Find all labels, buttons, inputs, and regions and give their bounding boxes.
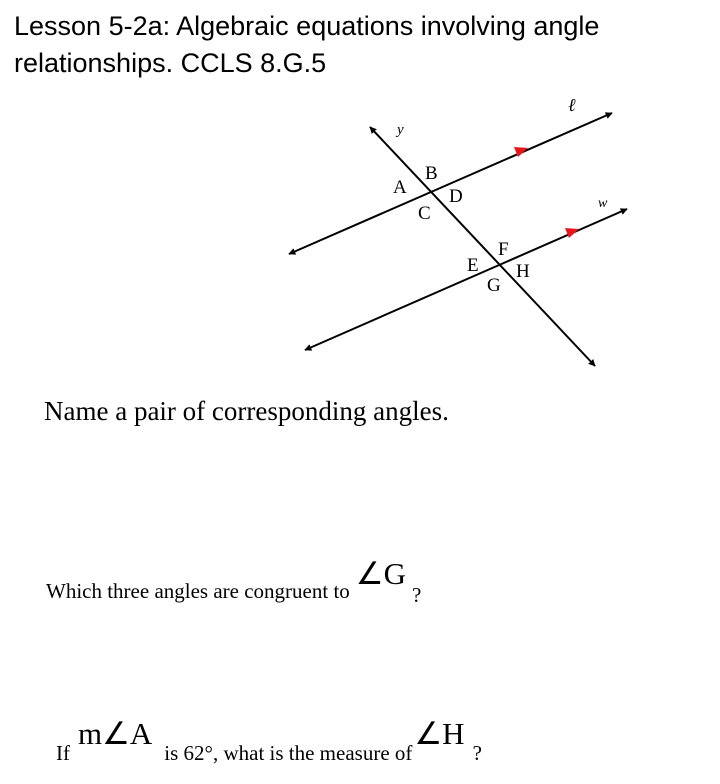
measure-angle-a-symbol: m∠A: [78, 716, 153, 751]
angle-label-d: D: [449, 186, 463, 207]
question-text: Which three angles are congruent to: [46, 579, 350, 603]
question-corresponding-angles: Name a pair of corresponding angles.: [44, 396, 449, 426]
angle-label-a: A: [393, 177, 407, 198]
angle-label-h: H: [516, 261, 530, 282]
lesson-title-line-2: relationships. CCLS 8.G.5: [14, 48, 327, 78]
angle-g-symbol: ∠G: [355, 556, 406, 591]
angle-label-f: F: [498, 239, 509, 260]
lesson-title-line-1: Lesson 5-2a: Algebraic equations involving angle: [14, 11, 600, 41]
angle-h-symbol: ∠H: [414, 716, 465, 751]
line-label-l: ℓ: [568, 95, 576, 115]
line-label-w: w: [598, 196, 608, 211]
question-text-if: If: [56, 741, 70, 765]
angle-label-g: G: [487, 275, 501, 296]
angle-label-e: E: [467, 255, 479, 276]
question-mark: ?: [411, 583, 422, 607]
line-label-y: y: [397, 122, 404, 138]
question-angle-measure: [56, 716, 482, 765]
angle-label-c: C: [418, 203, 431, 224]
question-mark: ?: [472, 741, 482, 765]
question-text-middle: is 62°, what is the measure of: [164, 741, 413, 765]
angle-label-b: B: [425, 163, 438, 184]
question-congruent-angles: [46, 556, 422, 607]
parallel-marker-w: [565, 228, 579, 238]
transversal-line-y: [370, 127, 595, 366]
parallel-line-l: [289, 113, 612, 254]
